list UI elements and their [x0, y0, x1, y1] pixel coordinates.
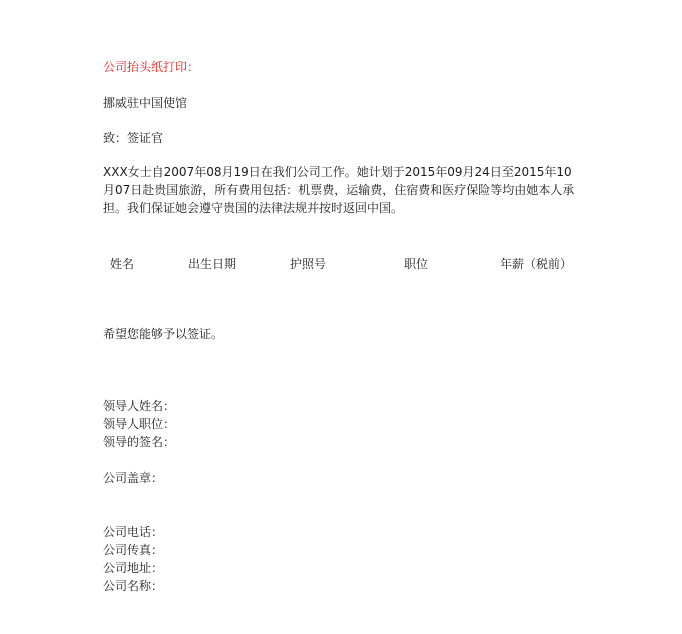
table-header-passport: 护照号: [290, 257, 327, 271]
company-fax-field: 公司传真：: [103, 543, 164, 557]
letterhead-instruction: 公司抬头纸打印：: [103, 60, 200, 74]
company-name-field: 公司名称：: [103, 579, 164, 593]
table-header-birthdate: 出生日期: [188, 257, 237, 271]
company-seal-field: 公司盖章：: [103, 471, 164, 485]
signature-fields: [103, 397, 175, 451]
leader-name-field: 领导人姓名：: [103, 399, 176, 413]
leader-signature-field: 领导的签名：: [103, 435, 176, 449]
recipient-embassy: 挪威驻中国使馆: [103, 96, 188, 110]
table-header-salary: 年薪（税前）: [500, 257, 573, 271]
closing-line: 希望您能够予以签证。: [103, 327, 224, 341]
table-header-position: 职位: [404, 257, 429, 271]
company-phone-field: 公司电话：: [103, 525, 164, 539]
leader-position-field: 领导人职位：: [103, 417, 176, 431]
salutation: 致：签证官: [103, 131, 164, 145]
company-address-field: 公司地址：: [103, 561, 164, 575]
body-paragraph: XXX女士自2007年08月19日在我们公司工作。她计划于2015年09月24日至2015年10月07日赴贵国旅游，所有费用包括：机票费，运输费，住宿费和医疗保险等均由她本人承担。我们保证她会遵守贵国的法律法规并按时返回中国。: [103, 165, 575, 215]
table-header-name: 姓名: [110, 257, 135, 271]
contact-fields: [103, 523, 163, 595]
